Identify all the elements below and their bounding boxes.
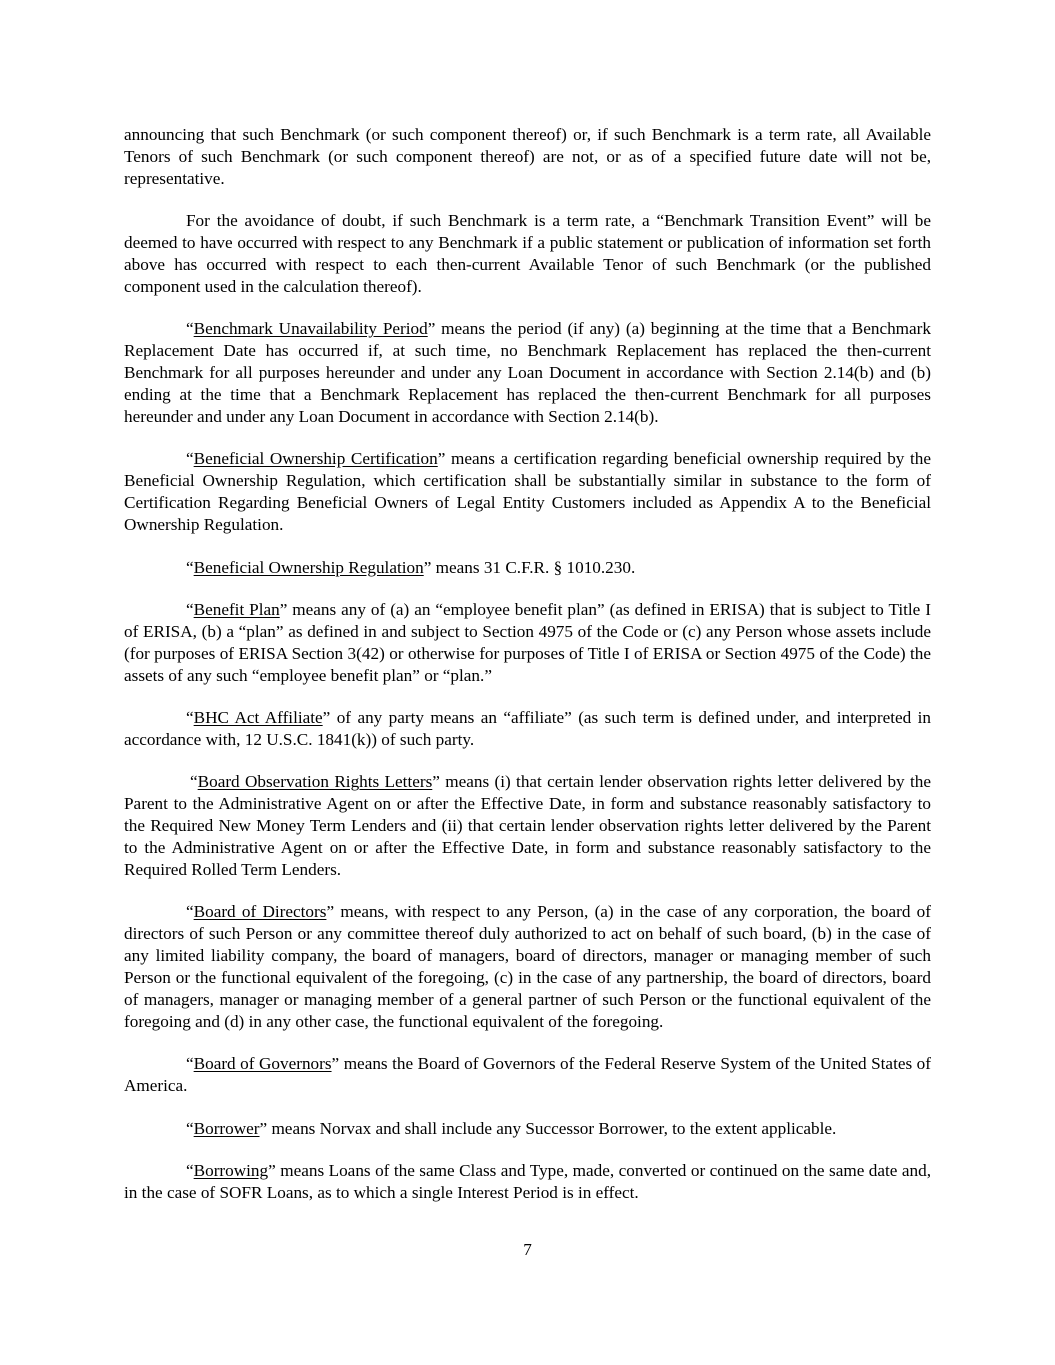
definition-benchmark-unavailability-period: “Benchmark Unavailability Period” means the period (if any) (a) beginning at the time that a Benchmark Replacement Date has occurred if, at such time, no Benchmark Replacement has replaced the then-current Benchmark for all purposes hereunder and under any Loan Document in accordance with Section 2.14(b) and (b) ending at the time that a Benchmark Replacement has replaced the then-current Benchmark for all purposes hereunder and under any Loan Document in accordance with Section 2.14(b). [124,319,931,426]
definition-beneficial-ownership-regulation: “Beneficial Ownership Regulation” means 31 C.F.R. § 1010.230. [186,557,636,577]
defined-term: Benchmark Unavailability Period [193,319,428,339]
definition-beneficial-ownership-certification: “Beneficial Ownership Certification” means a certification regarding beneficial ownership required by the Beneficial Ownership Regulation, which certification shall be substantially similar in substance to the form of Certification Regarding Beneficial Owners of Legal Entity Customers included as Appendix A to the Beneficial Ownership Regulation. [124,449,931,535]
definition-benefit-plan: “Benefit Plan” means any of (a) an “employee benefit plan” (as defined in ERISA) that is subject to Title I of ERISA, (b) a “plan” as defined in and subject to Section 4975 of the Code or (c) any Person whose assets include (for purposes of ERISA Section 3(42) or otherwise for purposes of Title I of ERISA or Section 4975 of the Code) the assets of any such “employee benefit plan” or “plan.” [124,599,931,685]
definition-borrowing: “Borrowing” means Loans of the same Class and Type, made, converted or continued on the same date and, in the case of SOFR Loans, as to which a single Interest Period is in effect. [124,1161,931,1202]
defined-term: Beneficial Ownership Regulation [193,557,424,577]
defined-term: Borrower [193,1118,260,1138]
defined-term: Board of Directors [193,902,327,922]
definition-board-observation-rights-letters: “Board Observation Rights Letters” means (i) that certain lender observation rights letter delivered by the Parent to the Administrative Agent on or after the Effective Date, in form and substance reasonably satisfactory to the Required New Money Term Lenders and (ii) that certain lender observation rights letter delivered by the Parent to the Administrative Agent on or after the Effective Date, in form and substance reasonably satisfactory to the Required Rolled Term Lenders. [124,772,931,879]
definition-board-of-directors: “Board of Directors” means, with respect to any Person, (a) in the case of any corporation, the board of directors of such Person or any committee thereof duly authorized to act on behalf of such board, (b) in the case of any limited liability company, the board of managers, board of directors, manager or managing member of such Person or the functional equivalent of the foregoing, (c) in the case of any partnership, the board of directors, board of managers, manager or managing member of a general partner of such Person or the functional equivalent of the foregoing and (d) in any other case, the functional equivalent of the foregoing. [124,902,931,1031]
defined-term: Board of Governors [193,1054,332,1074]
defined-term: Borrowing [193,1161,269,1181]
paragraph-avoidance-of-doubt: For the avoidance of doubt, if such Benchmark is a term rate, a “Benchmark Transition Event” will be deemed to have occurred with respect to any Benchmark if a public statement or publication of information set forth above has occurred with respect to each then-current Available Tenor of such Benchmark (or the published component used in the calculation thereof). [124,211,931,296]
definition-bhc-act-affiliate: “BHC Act Affiliate” of any party means an “affiliate” (as such term is defined under, and interpreted in accordance with, 12 U.S.C. 1841(k)) of such party. [124,708,931,749]
defined-term: Board Observation Rights Letters [197,772,433,792]
definition-board-of-governors: “Board of Governors” means the Board of Governors of the Federal Reserve System of the United States of America. [124,1054,931,1096]
defined-term: Beneficial Ownership Certification [193,449,438,469]
definition-borrower: “Borrower” means Norvax and shall include any Successor Borrower, to the extent applicable. [186,1118,837,1138]
defined-term: BHC Act Affiliate [193,708,323,728]
defined-term: Benefit Plan [193,599,280,619]
document-page [124,124,931,1224]
paragraph-benchmark-transition-continued: announcing that such Benchmark (or such component thereof) or, if such Benchmark is a term rate, all Available Tenors of such Benchmark (or such component thereof) are not, or as of a specified future date will not be, representative. [124,125,931,188]
page-number: 7 [523,1240,532,1259]
